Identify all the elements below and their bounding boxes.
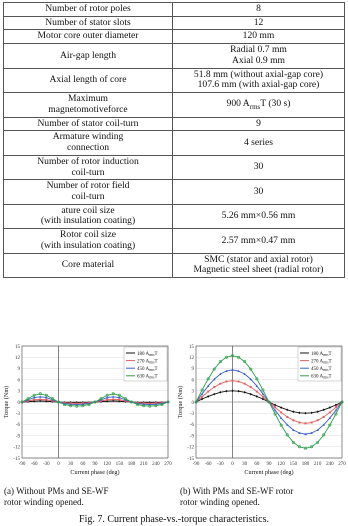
spec-label [4,155,173,179]
spec-label [4,68,173,92]
spec-label-line: Number of stator slots [45,16,131,28]
spec-label [4,180,173,204]
spec-value-line: 4 series [243,136,274,148]
spec-label-line: Core material [61,259,115,271]
spec-value [173,180,345,204]
data-point [280,411,282,413]
caption-b-line2: rotor winding opened. [180,497,260,508]
data-point [274,406,276,408]
x-tick-label: -90 [18,462,26,467]
spec-label-line: coil-turn [71,191,105,203]
y-tick-label: 12 [15,356,20,361]
caption-b [180,486,293,509]
data-point [329,411,331,413]
spec-label [4,117,173,131]
spec-row [4,204,345,228]
x-tick-label: -30 [216,462,224,467]
spec-label [4,204,173,228]
x-tick-label: 240 [152,462,160,467]
x-tick-label: 150 [115,462,124,467]
data-point [292,419,294,421]
spec-value [173,93,345,117]
data-point [232,380,234,382]
data-point [213,386,215,388]
spec-label [4,44,173,68]
spec-label-line: Axial length of core [49,74,127,86]
spec-value-line: 5.26 mm×0.56 mm [221,210,296,222]
spec-label [4,229,173,253]
x-tick-label: 60 [254,462,260,467]
x-tick-label: 270 [338,462,346,467]
spec-value-line: 120 mm [242,30,275,42]
spec-label [4,30,173,44]
spec-value-line: 8 [256,3,261,14]
data-point [118,399,120,401]
y-tick-label: -3 [15,412,20,417]
y-tick-label: 0 [17,400,20,406]
spec-label-line: Number of stator coil-turn [37,117,139,129]
caption-a-line2: rotor winding opened. [4,497,84,508]
data-point [250,393,252,396]
legend-label: 270 $A_{rms}T$ [137,359,158,365]
spec-value [173,117,345,131]
spec-label-line: connection [66,142,110,154]
data-point [323,416,325,418]
data-point [316,410,318,413]
spec-label-line: Number of rotor field [46,180,130,192]
y-tick-label: 15 [189,344,194,350]
legend-label: 450 $A_{rms}T$ [311,367,332,372]
data-point [201,398,203,401]
data-point [207,391,209,393]
spec-value-line: 51.8 mm (without axial-gap core) [193,68,324,80]
x-tick-label: 30 [68,462,74,467]
data-point [207,395,209,398]
spec-value [173,155,345,179]
data-point [329,406,331,409]
spec-value [173,68,345,92]
spec-row [4,44,345,68]
x-tick-label: 210 [313,462,322,467]
x-tick-label: 120 [103,462,111,467]
data-point [106,399,108,401]
y-axis-label: Torque (Nm) [177,385,184,419]
x-tick-label: 240 [326,462,334,467]
y-tick-label: 6 [17,378,20,384]
data-point [243,391,245,394]
y-tick-label: -12 [13,445,20,451]
data-point [213,393,215,396]
spec-label-line: Number of rotor induction [37,155,139,167]
x-tick-label: 0 [231,462,234,467]
spec-row [4,229,345,253]
y-tick-label: 0 [191,400,194,406]
spec-label-line: Air-gap length [59,49,117,61]
x-tick-label: 120 [277,462,285,467]
x-tick-label: -60 [30,462,38,467]
spec-row [4,3,345,17]
data-point [262,398,264,401]
spec-row [4,253,345,277]
figure-caption: Fig. 7. Current phase-vs.-torque characteristics. [79,514,269,525]
data-point [219,383,221,385]
torque-chart-a [0,340,174,480]
x-tick-label: 210 [139,462,148,467]
spec-row [4,68,345,92]
y-tick-label: 6 [191,378,194,384]
y-tick-label: -6 [15,423,20,429]
y-tick-label: 12 [189,356,194,361]
spec-label-line: Number of rotor poles [45,3,131,14]
legend-label: 180 $A_{rms}T$ [137,351,158,357]
data-point [298,422,300,424]
data-point [225,380,227,382]
spec-value [173,229,345,253]
x-tick-label: -60 [204,462,212,467]
data-point [286,409,288,412]
data-point [45,399,47,401]
y-tick-label: -9 [189,434,194,440]
torque-chart-b [174,340,348,480]
y-tick-label: 3 [17,389,20,395]
spec-row [4,16,345,30]
spec-row [4,155,345,179]
data-point [286,416,288,418]
spec-value-line: Magnetic steel sheet (radial rotor) [193,264,324,276]
data-point [317,419,319,421]
y-tick-label: -12 [187,445,194,451]
spec-value [173,44,345,68]
data-point [256,395,258,398]
data-point [310,412,312,415]
data-point [304,412,306,415]
data-point [305,422,307,424]
spec-row [4,180,345,204]
y-tick-label: -15 [187,456,194,462]
data-point [262,396,264,398]
data-point [323,409,325,412]
spec-label [4,3,173,17]
y-tick-label: 3 [191,389,194,395]
motor-spec-table [3,2,345,278]
spec-label-line: Armature winding [52,131,124,143]
caption-a [4,486,108,509]
y-axis-label: Torque (Nm) [3,385,10,419]
x-tick-label: 180 [301,462,310,467]
data-point [39,398,41,400]
data-point [225,390,227,393]
spec-label [4,253,173,277]
x-tick-label: 90 [266,462,272,467]
spec-value-line: 2.57 mm×0.47 mm [221,234,296,246]
x-tick-label: -90 [192,462,200,467]
data-point [238,380,240,382]
data-point [335,404,337,407]
spec-value [173,204,345,228]
spec-label-line: magnetomotiveforce [48,103,128,115]
spec-value-line: 12 [253,16,264,28]
spec-value [173,16,345,30]
x-tick-label: 270 [164,462,172,467]
x-axis-label: Current phase (deg) [70,469,120,476]
data-point [335,406,337,408]
caption-a-line1: (a) Without PMs and SE-WF [4,486,109,496]
spec-row [4,117,345,131]
y-tick-label: -15 [13,456,20,462]
spec-label [4,93,173,117]
caption-b-line1: (b) With PMs and SE-WF rotor [180,486,294,496]
x-tick-label: 0 [57,462,60,467]
data-point [201,396,203,398]
spec-label-line: Motor core outer diameter [37,30,139,42]
spec-label-line: (with insulation coating) [40,239,136,251]
y-tick-label: 9 [191,367,194,373]
legend-label: 630 $A_{rms}T$ [137,374,158,380]
spec-label-line: (with insulation coating) [40,215,136,227]
spec-value-line: Axial 0.9 mm [231,54,286,66]
spec-value [173,131,345,155]
y-tick-label: 15 [15,344,20,350]
legend-label: 630 $A_{rms}T$ [311,374,332,380]
figure-7 [0,340,348,526]
data-point [256,391,258,393]
y-tick-label: 9 [17,367,20,373]
data-point [112,398,114,400]
y-tick-label: -3 [189,412,194,417]
data-point [231,390,233,393]
data-point [292,410,294,413]
data-point [280,406,282,409]
spec-label-line: ature coil size [61,204,115,216]
spec-row [4,30,345,44]
y-tick-label: -9 [15,434,20,440]
spec-value-line: 30 [253,185,264,197]
spec-label-line: Maximum [68,93,108,105]
spec-value-line: 107.6 mm (with axial-gap core) [197,79,320,91]
spec-value-line: 9 [256,117,261,129]
spec-value-line: 30 [253,161,264,173]
x-tick-label: 180 [127,462,136,467]
x-tick-label: 60 [80,462,86,467]
spec-value-line: SMC (stator and axial rotor) [204,253,313,265]
data-point [244,383,246,385]
data-point [237,390,239,393]
spec-row [4,93,345,117]
spec-value [173,253,345,277]
legend-label: 180 $A_{rms}T$ [311,351,332,357]
spec-label [4,131,173,155]
x-tick-label: 150 [289,462,298,467]
spec-value [173,30,345,44]
spec-label-line: Rotor coil size [60,229,116,241]
data-point [250,386,252,388]
x-tick-label: 90 [92,462,98,467]
spec-row [4,131,345,155]
data-point [311,422,313,424]
spec-value [173,3,345,17]
data-point [219,391,221,394]
x-axis-label: Current phase (deg) [244,469,294,476]
legend-label: 450 $A_{rms}T$ [137,367,158,372]
x-tick-label: 30 [242,462,248,467]
spec-label [4,16,173,30]
data-point [33,399,35,401]
data-point [274,404,276,407]
x-tick-label: -30 [42,462,50,467]
spec-value-line: 900 $A_{rms}T$ (30 s) [226,97,291,111]
legend-label: 270 $A_{rms}T$ [311,359,332,365]
spec-value-line: Radial 0.7 mm [230,44,287,56]
data-point [298,412,300,415]
y-tick-label: -6 [189,423,194,429]
spec-label-line: coil-turn [71,166,105,178]
